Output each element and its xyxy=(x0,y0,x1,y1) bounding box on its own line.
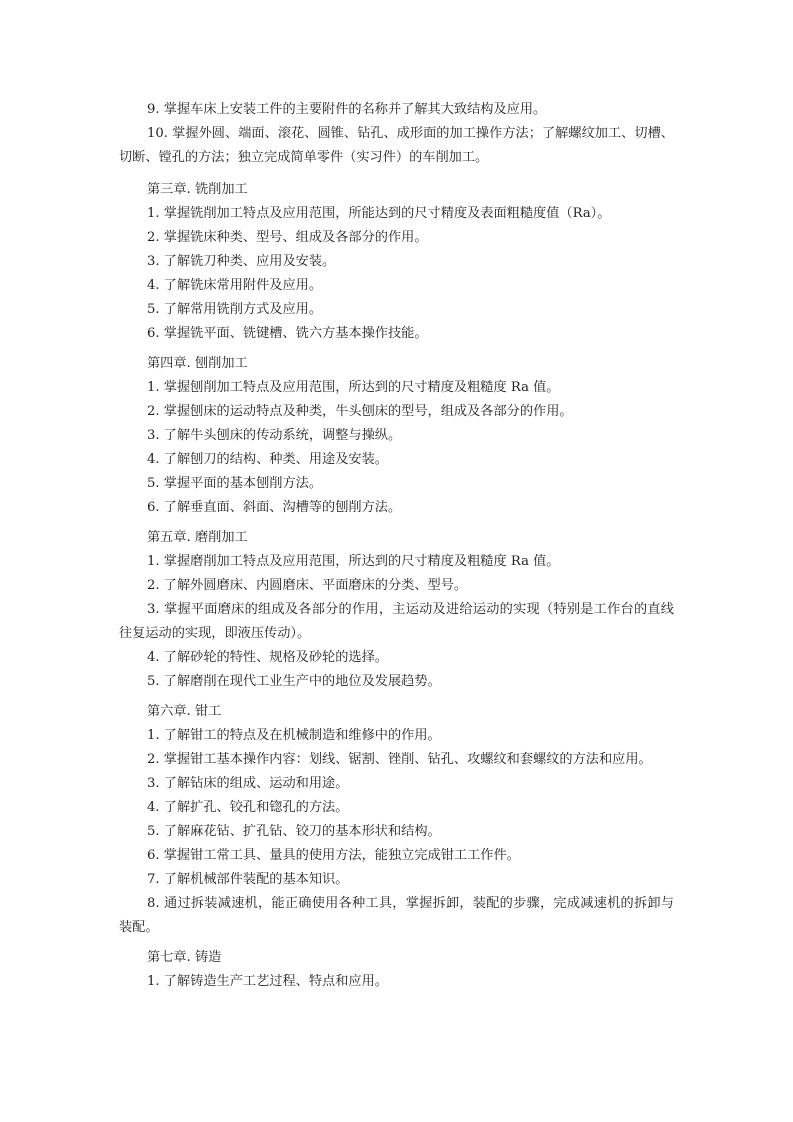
list-item: 10. 掌握外圆、端面、滚花、圆锥、钻孔、成形面的加工操作方法；了解螺纹加工、切槽、切断、镗孔的方法；独立完成简单零件（实习件）的车削加工。 xyxy=(119,126,674,165)
document-body xyxy=(119,98,674,994)
list-item: 7. 了解机械部件装配的基本知识。 xyxy=(147,872,349,887)
list-item: 1. 掌握刨削加工特点及应用范围，所达到的尺寸精度及粗糙度 Ra 值。 xyxy=(147,380,560,395)
list-item: 6. 掌握铣平面、铣键槽、铣六方基本操作技能。 xyxy=(147,326,428,341)
list-item: 1. 了解钳工的特点及在机械制造和维修中的作用。 xyxy=(147,728,441,743)
chapter-heading: 第五章. 磨削加工 xyxy=(147,530,248,545)
list-item: 1. 了解铸造生产工艺过程、特点和应用。 xyxy=(147,974,388,989)
list-item: 6. 了解垂直面、斜面、沟槽等的刨削方法。 xyxy=(147,500,402,515)
list-item: 1. 掌握磨削加工特点及应用范围，所达到的尺寸精度及粗糙度 Ra 值。 xyxy=(147,554,560,569)
list-item: 4. 了解铣床常用附件及应用。 xyxy=(147,278,323,293)
list-item: 5. 了解常用铣削方式及应用。 xyxy=(147,302,323,317)
list-item: 5. 了解磨削在现代工业生产中的地位及发展趋势。 xyxy=(147,674,441,689)
section-chapter-6 xyxy=(119,700,674,940)
list-item: 3. 了解铣刀种类、应用及安装。 xyxy=(147,254,336,269)
list-item: 8. 通过拆装减速机，能正确使用各种工具，掌握拆卸，装配的步骤，完成减速机的拆卸与装配。 xyxy=(119,896,674,935)
list-item: 5. 了解麻花钻、扩孔钻、铰刀的基本形状和结构。 xyxy=(147,824,441,839)
list-item: 4. 了解扩孔、铰孔和锪孔的方法。 xyxy=(147,800,349,815)
section-chapter-7 xyxy=(119,946,674,994)
chapter-heading: 第六章. 钳工 xyxy=(147,704,222,719)
list-item: 6. 掌握钳工常工具、量具的使用方法，能独立完成钳工工作件。 xyxy=(147,848,520,863)
list-item: 3. 掌握平面磨床的组成及各部分的作用，主运动及进给运动的实现（特别是工作台的直线往复运动的实现，即液压传动）。 xyxy=(119,602,674,641)
chapter-heading: 第七章. 铸造 xyxy=(147,950,222,965)
list-item: 2. 掌握刨床的运动特点及种类，牛头刨床的型号，组成及各部分的作用。 xyxy=(147,404,573,419)
list-item: 9. 掌握车床上安装工件的主要附件的名称并了解其大致结构及应用。 xyxy=(147,102,547,117)
section-chapter-5 xyxy=(119,526,674,694)
list-item: 2. 掌握铣床种类、型号、组成及各部分的作用。 xyxy=(147,230,428,245)
list-item: 4. 了解砂轮的特性、规格及砂轮的选择。 xyxy=(147,650,388,665)
section-chapter-4 xyxy=(119,352,674,520)
chapter-heading: 第三章. 铣削加工 xyxy=(147,182,248,197)
list-item: 1. 掌握铣削加工特点及应用范围，所能达到的尺寸精度及表面粗糙度值（Ra）。 xyxy=(147,206,611,221)
chapter-heading: 第四章. 刨削加工 xyxy=(147,356,248,371)
list-item: 4. 了解刨刀的结构、种类、用途及安装。 xyxy=(147,452,388,467)
list-item: 2. 掌握钳工基本操作内容：划线、锯割、锉削、钻孔、攻螺纹和套螺纹的方法和应用。 xyxy=(147,752,652,767)
list-item: 3. 了解钻床的组成、运动和用途。 xyxy=(147,776,349,791)
list-item: 5. 掌握平面的基本刨削方法。 xyxy=(147,476,323,491)
list-item: 2. 了解外圆磨床、内圆磨床、平面磨床的分类、型号。 xyxy=(147,578,468,593)
section-chapter-3 xyxy=(119,178,674,346)
list-item: 3. 了解牛头刨床的传动系统，调整与操纵。 xyxy=(147,428,402,443)
